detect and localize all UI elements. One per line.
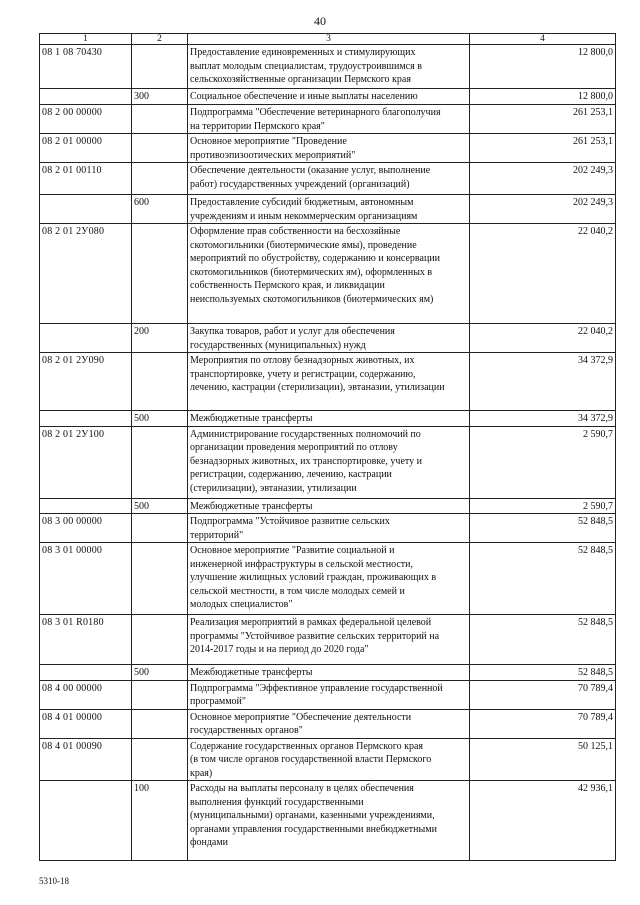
- amount-cell: 50 125,1: [470, 738, 616, 781]
- amount-cell: 42 936,1: [470, 781, 616, 861]
- target-code-cell: [40, 781, 132, 861]
- expense-type-cell: [132, 615, 188, 665]
- document-code: 5310-18: [39, 876, 69, 886]
- amount-cell: 70 789,4: [470, 680, 616, 709]
- expense-type-cell: 100: [132, 781, 188, 861]
- target-code-cell: 08 2 00 00000: [40, 105, 132, 134]
- expense-type-cell: [132, 426, 188, 498]
- target-code-cell: 08 3 01 R0180: [40, 615, 132, 665]
- table-row: [40, 105, 616, 134]
- description-cell: Основное мероприятие "Развитие социальной и инженерной инфраструктуры в сельской местности, улучшение жилищных условий граждан, проживающих в сельской местности, в том числе молодых семей и молодых специалистов": [188, 543, 470, 615]
- expense-type-cell: [132, 680, 188, 709]
- table-row: [40, 680, 616, 709]
- target-code-cell: 08 2 01 2У090: [40, 353, 132, 411]
- table-row: [40, 45, 616, 89]
- amount-cell: 202 249,3: [470, 163, 616, 195]
- expense-type-cell: [132, 163, 188, 195]
- header-col-2: 2: [132, 34, 188, 45]
- target-code-cell: [40, 411, 132, 427]
- amount-cell: 52 848,5: [470, 615, 616, 665]
- target-code-cell: [40, 89, 132, 105]
- description-cell: Межбюджетные трансферты: [188, 411, 470, 427]
- amount-cell: 12 800,0: [470, 45, 616, 89]
- amount-cell: 22 040,2: [470, 324, 616, 353]
- target-code-cell: [40, 665, 132, 681]
- table-row: [40, 615, 616, 665]
- description-cell: Подпрограмма "Эффективное управление государственной программой": [188, 680, 470, 709]
- description-cell: Межбюджетные трансферты: [188, 498, 470, 514]
- target-code-cell: [40, 324, 132, 353]
- description-cell: Межбюджетные трансферты: [188, 665, 470, 681]
- description-cell: Закупка товаров, работ и услуг для обеспечения государственных (муниципальных) нужд: [188, 324, 470, 353]
- description-cell: Обеспечение деятельности (оказание услуг, выполнение работ) государственных учреждений (организаций): [188, 163, 470, 195]
- table-row: [40, 163, 616, 195]
- target-code-cell: 08 2 01 2У080: [40, 224, 132, 324]
- description-cell: Предоставление субсидий бюджетным, автономным учреждениям и иным некоммерческим организациям: [188, 195, 470, 224]
- description-cell: Подпрограмма "Устойчивое развитие сельских территорий": [188, 514, 470, 543]
- amount-cell: 261 253,1: [470, 105, 616, 134]
- expense-type-cell: [132, 45, 188, 89]
- description-cell: Мероприятия по отлову безнадзорных животных, их транспортировке, учету и регистрации, содержанию, лечению, кастрации (стерилизации), эвтаназии, утилизации: [188, 353, 470, 411]
- expense-type-cell: 500: [132, 498, 188, 514]
- amount-cell: 52 848,5: [470, 665, 616, 681]
- target-code-cell: 08 4 00 00000: [40, 680, 132, 709]
- table-row: [40, 89, 616, 105]
- amount-cell: 52 848,5: [470, 514, 616, 543]
- table-row: [40, 353, 616, 411]
- expense-type-cell: [132, 738, 188, 781]
- description-cell: Расходы на выплаты персоналу в целях обеспечения выполнения функций государственными (муниципальными) органами, казенными учреждениями, органами управления государственными внебюджетными фондами: [188, 781, 470, 861]
- expense-type-cell: 200: [132, 324, 188, 353]
- expense-type-cell: 300: [132, 89, 188, 105]
- target-code-cell: [40, 498, 132, 514]
- target-code-cell: 08 2 01 2У100: [40, 426, 132, 498]
- target-code-cell: 08 3 00 00000: [40, 514, 132, 543]
- table-row: [40, 498, 616, 514]
- amount-cell: 52 848,5: [470, 543, 616, 615]
- amount-cell: 202 249,3: [470, 195, 616, 224]
- amount-cell: 34 372,9: [470, 411, 616, 427]
- expense-type-cell: [132, 224, 188, 324]
- table-row: [40, 738, 616, 781]
- description-cell: Предоставление единовременных и стимулирующих выплат молодым специалистам, трудоустроившимся в сельскохозяйственные организации Пермского края: [188, 45, 470, 89]
- page-number: 40: [314, 14, 326, 28]
- table-row: [40, 543, 616, 615]
- expense-type-cell: [132, 709, 188, 738]
- description-cell: Социальное обеспечение и иные выплаты населению: [188, 89, 470, 105]
- target-code-cell: 08 4 01 00000: [40, 709, 132, 738]
- target-code-cell: 08 4 01 00090: [40, 738, 132, 781]
- expense-type-cell: 500: [132, 411, 188, 427]
- table-row: [40, 514, 616, 543]
- table-row: [40, 324, 616, 353]
- target-code-cell: 08 2 01 00110: [40, 163, 132, 195]
- table-row: [40, 195, 616, 224]
- expense-type-cell: [132, 105, 188, 134]
- budget-table: [39, 33, 616, 861]
- description-cell: Содержание государственных органов Пермского края (в том числе органов государственной власти Пермского края): [188, 738, 470, 781]
- description-cell: Реализация мероприятий в рамках федеральной целевой программы "Устойчивое развитие сельских территорий на 2014-2017 годы и на период до 2020 года": [188, 615, 470, 665]
- table-row: [40, 781, 616, 861]
- header-col-3: 3: [188, 34, 470, 45]
- expense-type-cell: [132, 353, 188, 411]
- target-code-cell: 08 1 08 70430: [40, 45, 132, 89]
- expense-type-cell: [132, 134, 188, 163]
- description-cell: Основное мероприятие "Обеспечение деятельности государственных органов": [188, 709, 470, 738]
- table-row: [40, 709, 616, 738]
- table-header-row: [40, 34, 616, 45]
- amount-cell: 34 372,9: [470, 353, 616, 411]
- target-code-cell: [40, 195, 132, 224]
- header-col-4: 4: [470, 34, 616, 45]
- description-cell: Подпрограмма "Обеспечение ветеринарного благополучия на территории Пермского края": [188, 105, 470, 134]
- amount-cell: 2 590,7: [470, 498, 616, 514]
- amount-cell: 22 040,2: [470, 224, 616, 324]
- table-row: [40, 665, 616, 681]
- amount-cell: 2 590,7: [470, 426, 616, 498]
- target-code-cell: 08 3 01 00000: [40, 543, 132, 615]
- amount-cell: 70 789,4: [470, 709, 616, 738]
- description-cell: Оформление прав собственности на бесхозяйные скотомогильники (биотермические ямы), проведение мероприятий по обустройству, содержанию и консервации скотомогильников (биотермических ям), оформленных в собственность Пермского края, и ликвидации неиспользуемых скотомогильников (биотермических ям): [188, 224, 470, 324]
- table-row: [40, 426, 616, 498]
- expense-type-cell: 600: [132, 195, 188, 224]
- amount-cell: 261 253,1: [470, 134, 616, 163]
- expense-type-cell: [132, 543, 188, 615]
- target-code-cell: 08 2 01 00000: [40, 134, 132, 163]
- description-cell: Основное мероприятие "Проведение противоэпизоотических мероприятий": [188, 134, 470, 163]
- table-row: [40, 134, 616, 163]
- header-col-1: 1: [40, 34, 132, 45]
- table-row: [40, 411, 616, 427]
- expense-type-cell: 500: [132, 665, 188, 681]
- amount-cell: 12 800,0: [470, 89, 616, 105]
- table-row: [40, 224, 616, 324]
- description-cell: Администрирование государственных полномочий по организации проведения мероприятий по отлову безнадзорных животных, их транспортировке, учету и регистрации, содержанию, лечению, кастрации (стерилизации), эвтаназии, утилизации: [188, 426, 470, 498]
- expense-type-cell: [132, 514, 188, 543]
